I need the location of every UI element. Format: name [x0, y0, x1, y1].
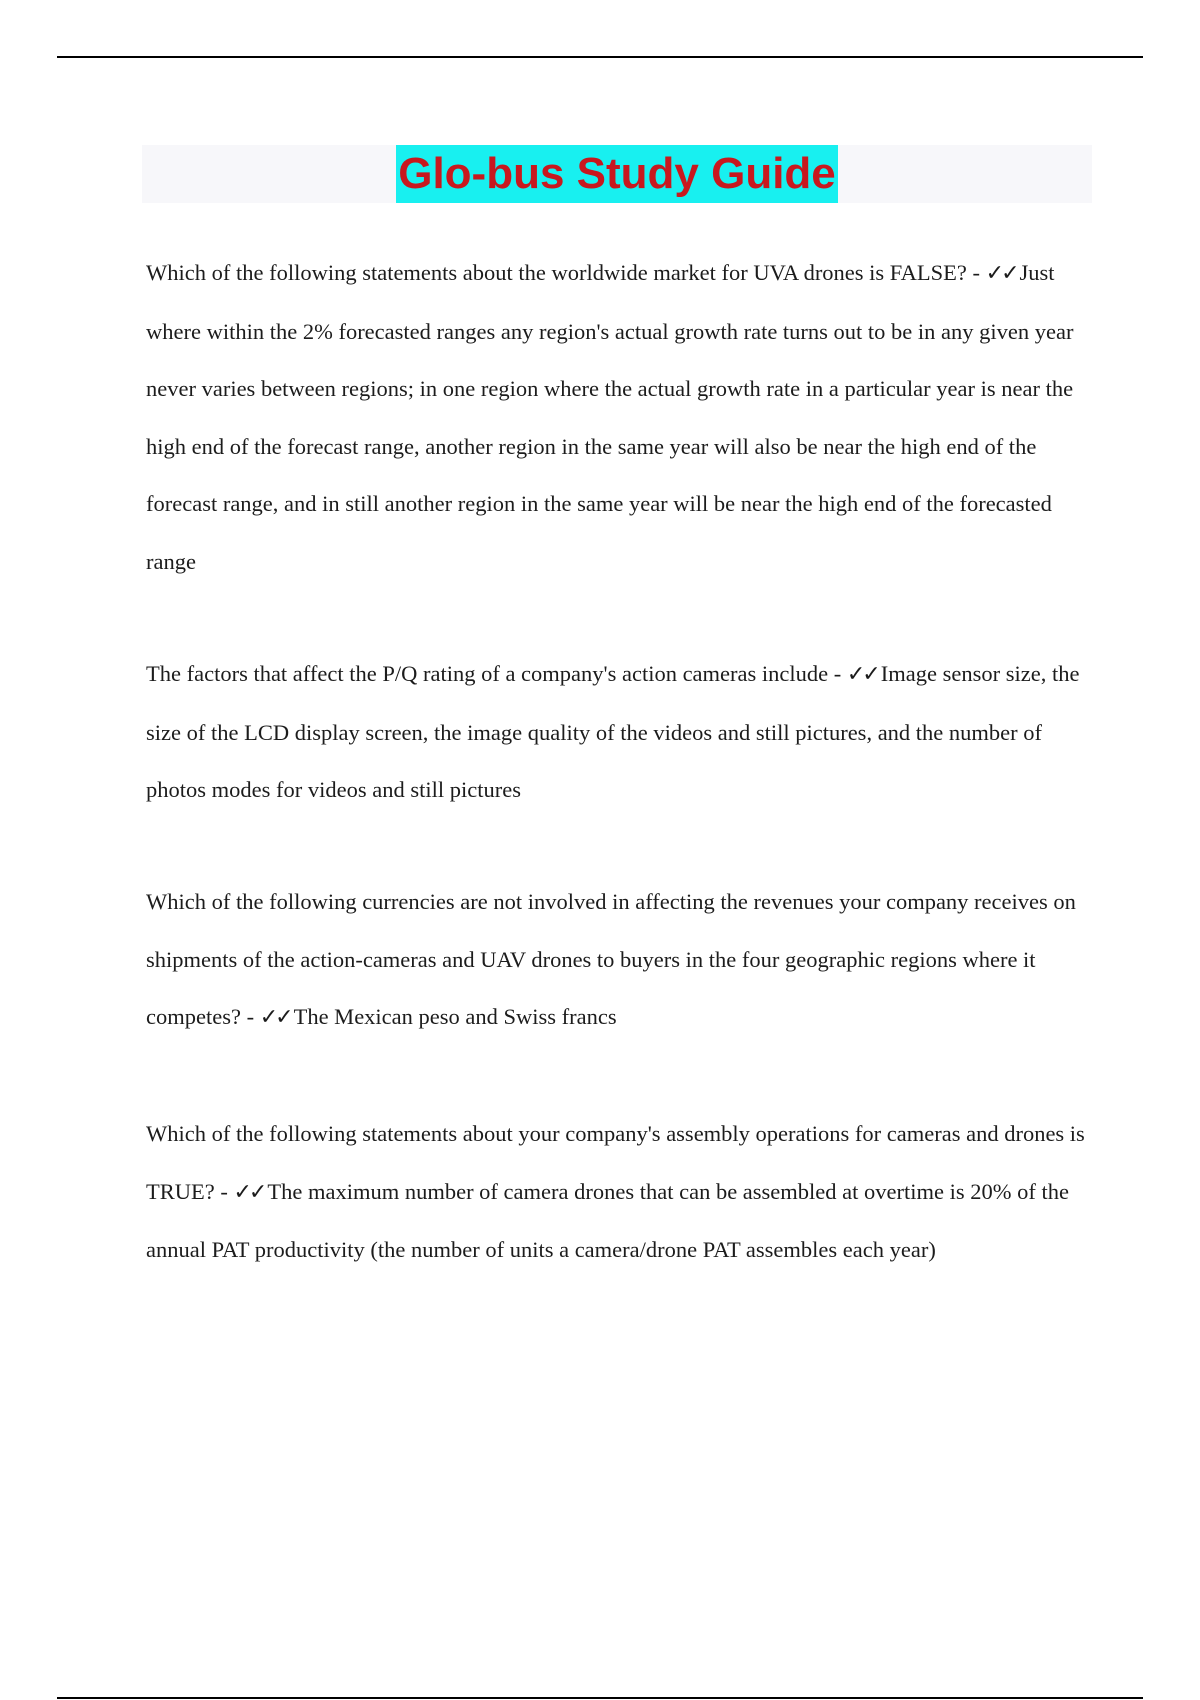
- double-check-icon: ✓✓: [259, 1005, 291, 1030]
- header-rule: [57, 56, 1143, 58]
- double-check-icon: ✓✓: [233, 1179, 265, 1205]
- answer-text: The maximum number of camera drones that can be assembled at overtime is 20% of the annual PAT productivity (the number of units a camera/drone PAT assembles each year): [146, 1178, 1069, 1262]
- answer-text: Just where within the 2% forecasted ranges any region's actual growth rate turns out to be in any given year never varies between regions; in one region where the actual growth rate in a particular year is near the high end of the forecast range, another region in the same year will also be near the high end of the forecast range, and in still another region in the same year will be near the high end of the forecasted range: [146, 260, 1074, 574]
- question-text: Which of the following statements about your company's assembly operations for cameras and drones is TRUE? -: [146, 1121, 1085, 1204]
- question-text: Which of the following currencies are not involved in affecting the revenues your company receives on shipments of the action-cameras and UAV drones to buyers in the four geographic regions where it competes? -: [146, 889, 1076, 1029]
- question-text: Which of the following statements about the worldwide market for UVA drones is FALSE? -: [146, 260, 981, 285]
- double-check-icon: ✓✓: [846, 662, 878, 687]
- answer-text: The Mexican peso and Swiss francs: [293, 1004, 617, 1029]
- qa-item-2: [146, 645, 1106, 819]
- title-band: [142, 145, 1092, 203]
- qa-item-1: [146, 244, 1106, 590]
- document-title: Glo-bus Study Guide: [396, 145, 838, 203]
- double-check-icon: ✓✓: [985, 261, 1017, 286]
- question-text: The factors that affect the P/Q rating of a company's action cameras include -: [146, 661, 842, 686]
- answer-text: Image sensor size, the size of the LCD display screen, the image quality of the videos and still pictures, and the number of photos modes for videos and still pictures: [146, 661, 1080, 802]
- qa-item-3: [146, 873, 1106, 1047]
- qa-item-4: [146, 1105, 1106, 1279]
- footer-rule: [57, 1697, 1143, 1699]
